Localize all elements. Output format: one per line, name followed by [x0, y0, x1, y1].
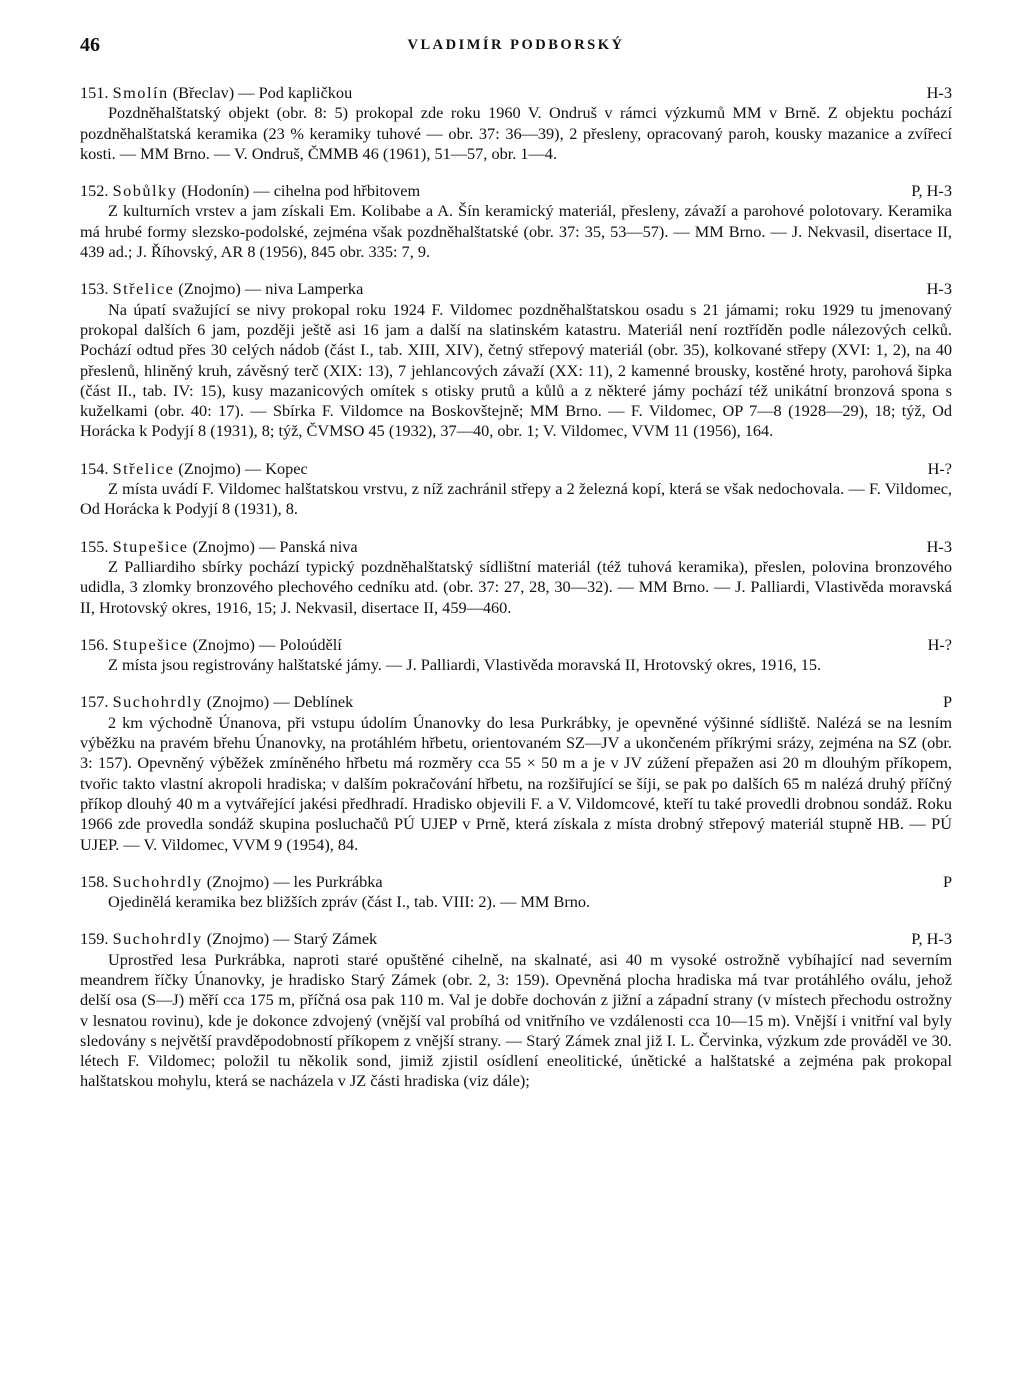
site-location: (Hodonín) — cihelna pod hřbitovem — [181, 181, 421, 201]
entry-title — [80, 692, 353, 712]
entry-heading — [80, 537, 952, 557]
site-name: Sobůlky — [112, 181, 178, 201]
site-location: (Znojmo) — les Purkrábka — [206, 871, 383, 891]
entry-text: Na úpatí svažující se nivy prokopal roku 1924 F. Vildomec pozdněhalštatskou osadu s 21 jámami; roku 1929 tu jmenovaný prokopal dalších 6 jam, později ještě asi 16 jam a další na slatinském katastru. Materiál není roztříděn podle nálezových celků. Pochází odtud přes 30 celých nádob (část I., tab. XIII, XIV), četný střepový materiál (obr. 35), kolkované střepy (XVI: 1, 2), na 40 přeslenů, hliněný kruh, závěsný terč (XIX: 13), 7 jehlancových závaží (XX: 11), 2 kamenné brousky, kostěné hroty, parohová šipka (část II., tab. IV: 15), kusy mazanicových omítek s otisky prutů a kůlů a z některé jámy pochází též unikátní bronzová spona s kuželkami (obr. 40: 17). — Sbírka F. Vildomce na Boskovštejně; MM Brno. — F. Vildomec, OP 7—8 (1928—29), 18; týž, Od Horácka k Podyjí 8 (1931), 8; týž, ČVMSO 45 (1932), 37—40, obr. 1; V. Vildomec, VVM 11 (1956), 164. — [80, 299, 952, 441]
catalog-entry-152 — [80, 181, 952, 262]
entry-heading — [80, 929, 952, 949]
entry-title — [80, 181, 420, 201]
entry-title — [80, 83, 352, 103]
entry-heading — [80, 872, 952, 892]
entry-number: 154. — [80, 458, 109, 478]
entry-title — [80, 929, 377, 949]
entry-text: 2 km východně Únanova, při vstupu údolím Únanovky do lesa Purkrábky, je opevněné výšinné sídliště. Nalézá se na lesním výběžku na pravém břehu Únanovky, na protáhlém hřbetu, orientovaném SZ—JV a ukončeném příkrými srázy, zejména na SZ (obr. 3: 157). Opevněný výběžek zmíněného hřbetu má rozměry cca 55 × 50 m a je v JV zúžení přepažen asi 20 m dlouhým příkopem, tvořic takto vlastní akropoli hradiska; v dalším pokračování hřbetu, na rozšiřující se šíji, se pak po dalších 65 m nalézá druhý příčný příkop dlouhý 40 m a vytvářející jakési předhradí. Hradisko objevili F. a V. Vildomcové, kteří tu také provedli drobnou sondáž. Roku 1966 zde provedla sondáž skupina posluchačů PÚ UJEP v Prně, která získala z místa drobný střepový materiál stupně HB. — PÚ UJEP. — V. Vildomec, VVM 9 (1954), 84. — [80, 712, 952, 854]
site-name: Stupešice — [112, 536, 189, 556]
entry-heading — [80, 83, 952, 103]
period-code: P, H-3 — [911, 929, 952, 949]
site-name: Střelice — [112, 458, 175, 478]
catalog-entry-154 — [80, 459, 952, 520]
entry-number: 151. — [80, 83, 109, 102]
site-location: (Znojmo) — Poloúdělí — [192, 634, 342, 654]
catalog-entry-156 — [80, 635, 952, 676]
period-code: P — [942, 692, 952, 712]
period-code: H-3 — [926, 279, 952, 299]
site-location: (Znojmo) — Starý Zámek — [206, 929, 378, 949]
entry-number: 157. — [80, 692, 109, 712]
catalog-entry-155 — [80, 537, 952, 618]
entry-number: 156. — [80, 634, 109, 654]
entry-title — [80, 279, 363, 299]
entry-heading — [80, 459, 952, 479]
period-code: H-? — [927, 458, 952, 478]
period-code: P, H-3 — [911, 181, 952, 201]
entry-text: Z místa uvádí F. Vildomec halštatskou vrstvu, z níž zachránil střepy a 2 železná kopí, která se však nedochovala. — F. Vildomec, Od Horácka k Podyjí 8 (1931), 8. — [80, 479, 952, 519]
site-name: Smolín — [112, 83, 169, 102]
site-location: (Znojmo) — niva Lamperka — [178, 279, 364, 299]
entry-title — [80, 872, 383, 892]
entry-title — [80, 459, 308, 479]
entry-text: Ojedinělá keramika bez bližších zpráv (část I., tab. VIII: 2). — MM Brno. — [108, 892, 591, 912]
site-name: Stupešice — [112, 634, 189, 654]
site-location: (Břeclav) — Pod kapličkou — [172, 83, 353, 102]
catalog-entry-159 — [80, 929, 952, 1091]
catalog-entry-153 — [80, 279, 952, 441]
entry-heading — [80, 635, 952, 655]
catalog-entry-151 — [80, 83, 952, 164]
entry-text: Uprostřed lesa Purkrábka, naproti staré opuštěné cihelně, na skalnaté, asi 40 m vysoké ostrožně vybíhající nad severním meandrem říčky Únanovky, je hradisko Starý Zámek (obr. 2, 3: 159). Opevněná plocha hradiska má tvar protáhlého oválu, jehož delší osa (S—J) měří cca 175 m, příčná osa pak 110 m. Val je dobře dochován z jižní a západní strany (v místech přechodu ostrožny v lesnatou rovinu), kde je dokonce zdvojený (vnější val probíhá od vnitřního ve vzdálenosti cca 10—15 m). Vnější i vnitřní val byly sledovány s největší pravděpodobností příkopem z vnější strany. — Starý Zámek znal již I. L. Červinka, výzkum zde prováděl ve 30. létech F. Vildomec; položil tu několik sond, jimiž zjistil osídlení eneolitické, únětické a halštatské a zejména pak prokopal halštatskou mohylu, která se nacházela v JZ části hradiska (viz dále); — [80, 949, 952, 1091]
period-code: H-3 — [926, 536, 952, 556]
catalog-entry-157 — [80, 692, 952, 854]
running-head — [80, 26, 952, 66]
entry-text: Pozdněhalštatský objekt (obr. 8: 5) prokopal zde roku 1960 V. Ondruš v rámci výzkumů MM v Brně. Z objektu pochází pozdněhalštatská keramika (23 % keramiky tuhové — obr. 37: 36—39), 2 přesleny, opracovaný paroh, kousky mazanice a zvířecí kosti. — MM Brno. — V. Ondruš, ČMMB 46 (1961), 51—57, obr. 1—4. — [80, 103, 952, 163]
entry-text: Z místa jsou registrovány halštatské jámy. — J. Palliardi, Vlastivěda moravská II, Hrotovský okres, 1916, 15. — [108, 655, 822, 675]
site-name: Střelice — [112, 279, 175, 299]
entry-number: 155. — [80, 536, 109, 556]
running-title: VLADIMÍR PODBORSKÝ — [407, 37, 625, 53]
entry-text: Z Palliardiho sbírky pochází typický pozdněhalštatský sídlištní materiál (též tuhová keramika), přeslen, polovina bronzového udidla, 3 zlomky bronzového plechového cedníku atd. (obr. 37: 27, 28, 30—32). — MM Brno. — J. Palliardi, Vlastivěda moravská II, Hrotovský okres, 1916, 15; J. Nekvasil, disertace II, 459—460. — [80, 556, 952, 617]
site-location: (Znojmo) — Panská niva — [192, 536, 358, 556]
entry-title — [80, 537, 358, 557]
site-name: Suchohrdly — [112, 692, 203, 712]
page-number: 46 — [80, 34, 100, 56]
site-name: Suchohrdly — [112, 929, 203, 949]
period-code: P — [942, 871, 952, 891]
period-code: H-? — [927, 634, 952, 654]
entry-number: 153. — [80, 279, 109, 299]
site-location: (Znojmo) — Deblínek — [206, 692, 354, 712]
entry-text: Z kulturních vrstev a jam získali Em. Kolibabe a A. Šín keramický materiál, přesleny, závaží a parohové polotovary. Keramika má hrubé formy slezsko-podolské, zejména však pozdněhalštatské (obr. 37: 35, 53—57). — MM Brno. — J. Nekvasil, disertace II, 439 ad.; J. Říhovský, AR 8 (1956), 845 obr. 335: 7, 9. — [80, 201, 952, 262]
entry-title — [80, 635, 342, 655]
page — [80, 26, 952, 1092]
site-name: Suchohrdly — [112, 871, 203, 891]
entry-number: 159. — [80, 929, 109, 949]
entry-heading — [80, 692, 952, 712]
entry-heading — [80, 181, 952, 201]
catalog-entry-158 — [80, 872, 952, 913]
site-location: (Znojmo) — Kopec — [178, 458, 308, 478]
entry-number: 158. — [80, 871, 109, 891]
entry-number: 152. — [80, 181, 109, 201]
entry-heading — [80, 279, 952, 299]
period-code: H-3 — [926, 83, 952, 102]
